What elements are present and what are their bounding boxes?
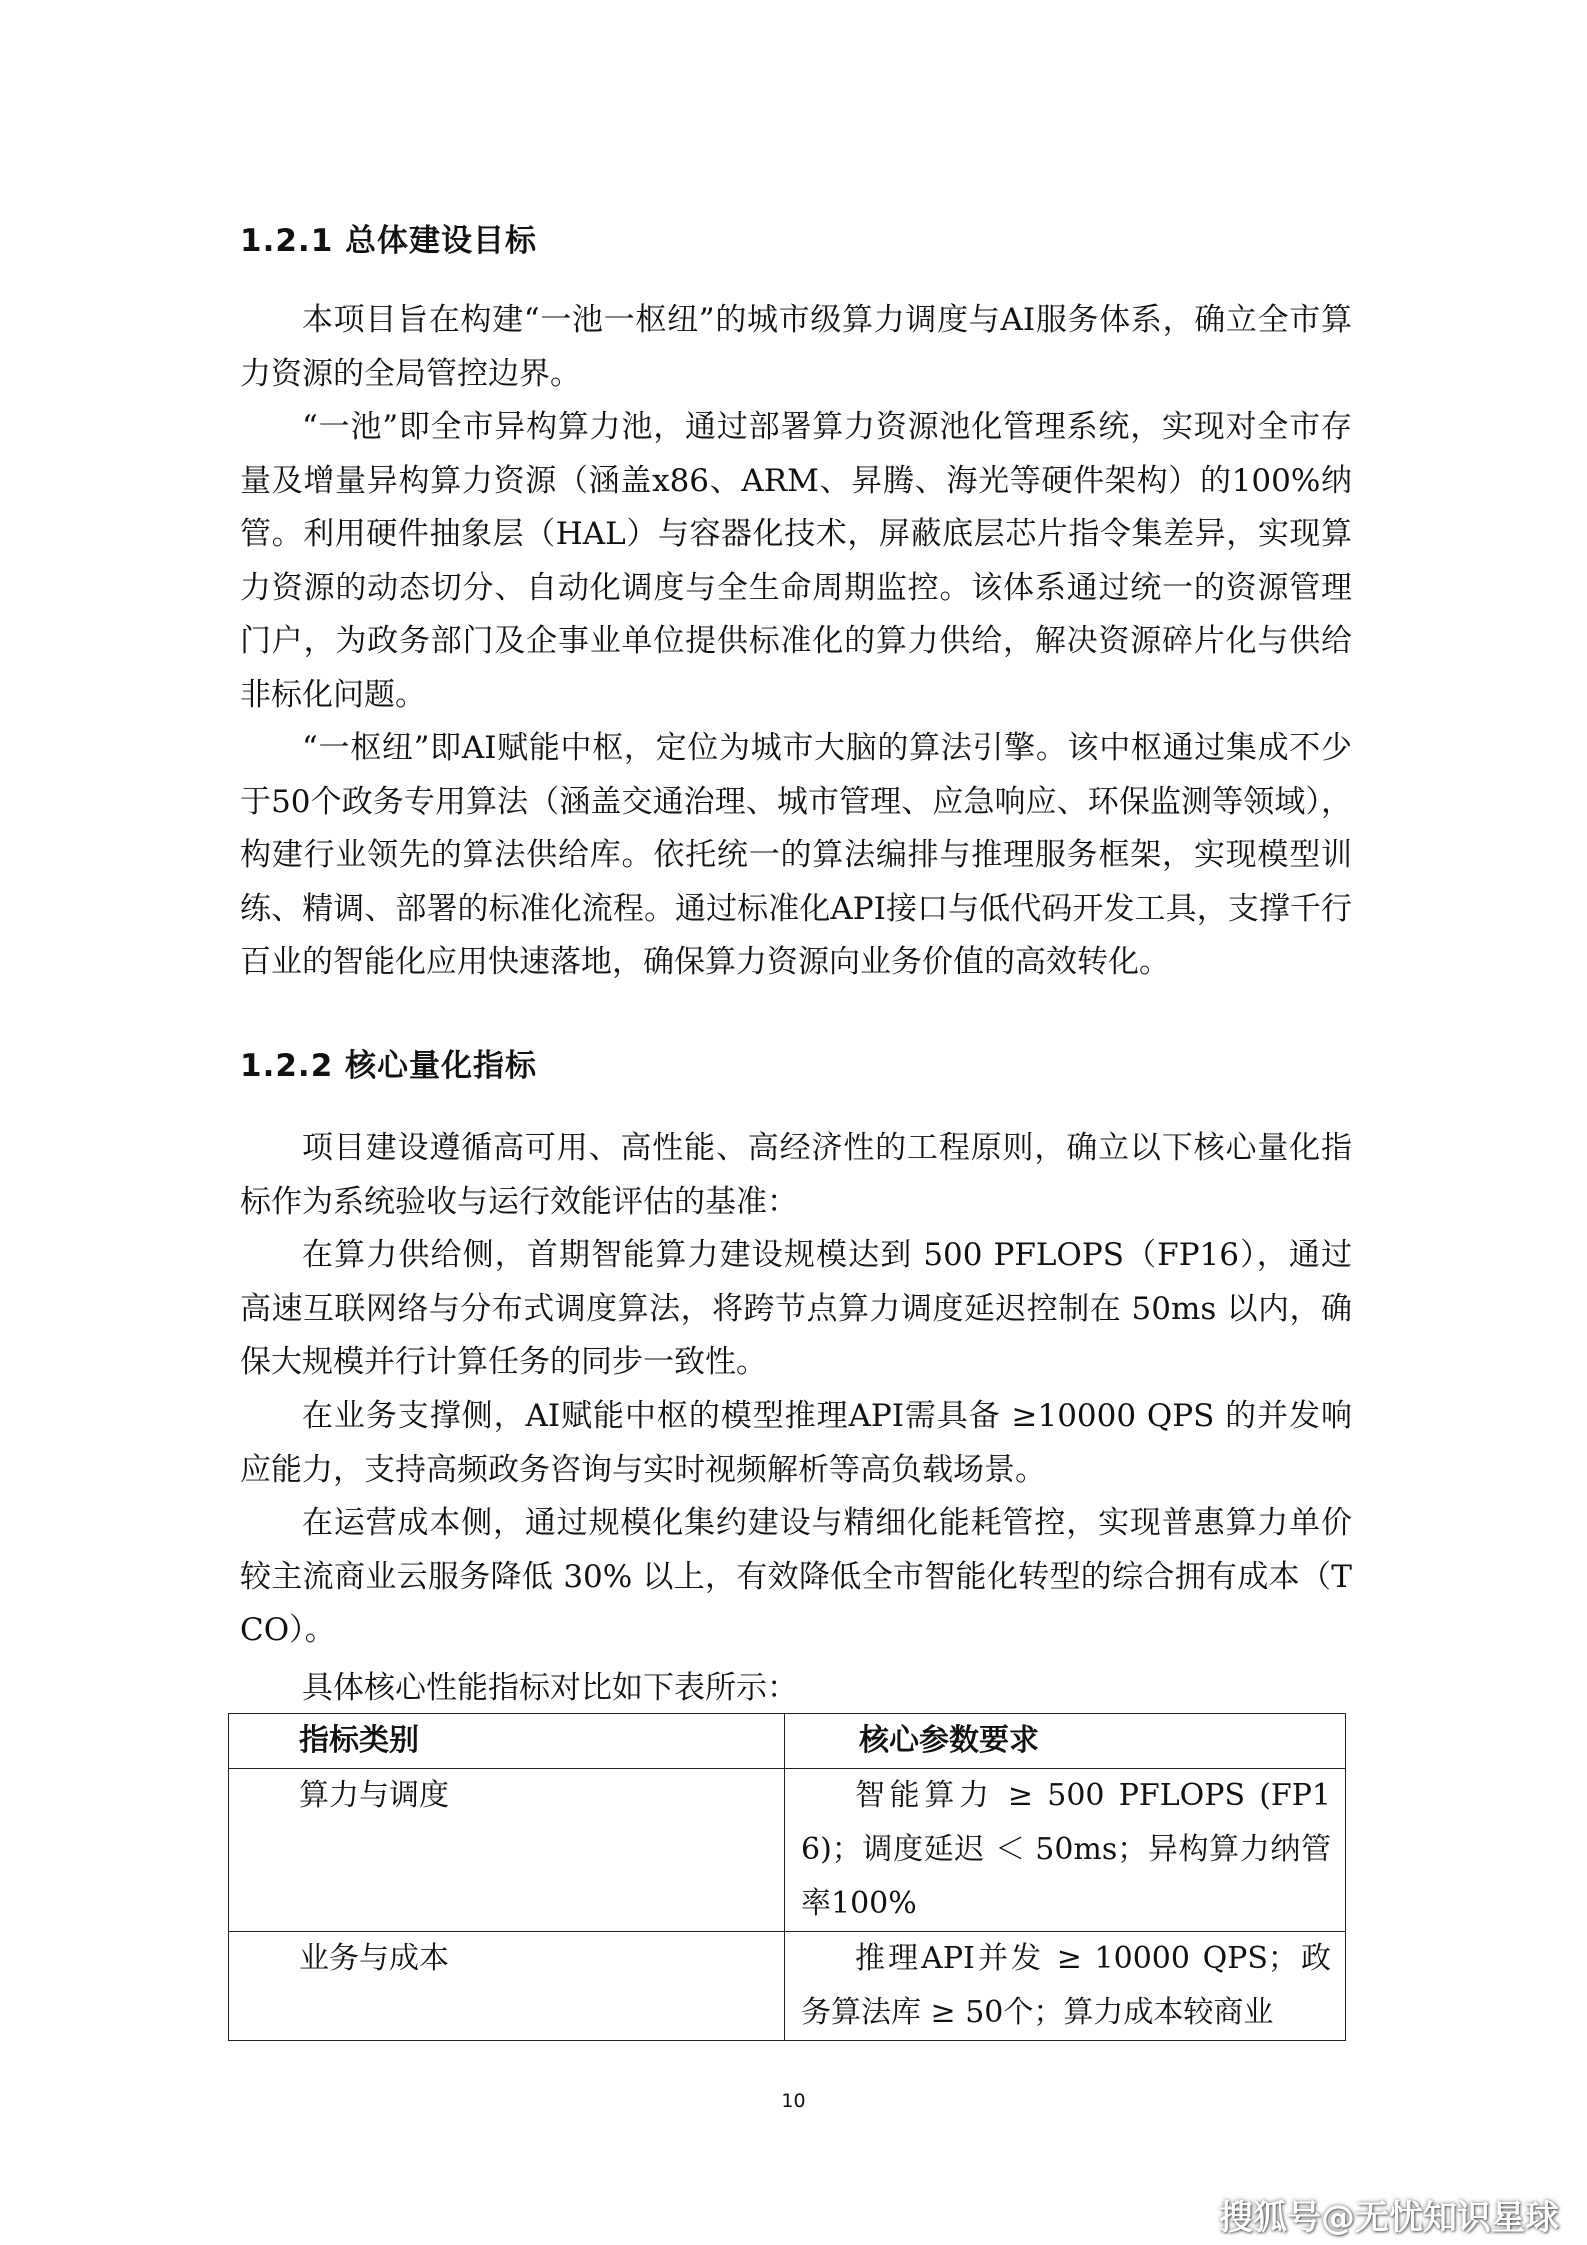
table-row (229, 1769, 1346, 1932)
paragraph: 项目建设遵循高可用、高性能、高经济性的工程原则，确立以下核心量化指标作为系统验收与运行效能评估的基准： (240, 1130, 1352, 1220)
paragraph: 本项目旨在构建“一池一枢纽”的城市级算力调度与AI服务体系，确立全市算力资源的全局管控边界。 (240, 302, 1352, 392)
page-number: 10 (781, 2090, 806, 2112)
paragraph: “一池”即全市异构算力池，通过部署算力资源池化管理系统，实现对全市存量及增量异构算力资源（涵盖x86、ARM、昇腾、海光等硬件架构）的100%纳管。利用硬件抽象层（HAL）与容器化技术，屏蔽底层芯片指令集差异，实现算力资源的动态切分、自动化调度与全生命周期监控。该体系通过统一的资源管理门户，为政务部门及企事业单位提供标准化的算力供给，解决资源碎片化与供给非标化问题。 (240, 409, 1352, 713)
section-heading-1-2-1: 1.2.1 总体建设目标 (240, 223, 538, 259)
section-heading-1-2-2: 1.2.2 核心量化指标 (240, 1048, 538, 1084)
table-cell-requirement: 推理API并发 ≥ 10000 QPS；政务算法库 ≥ 50个；算力成本较商业 (785, 1932, 1346, 2041)
watermark: 搜狐号@无忧知识星球 (1219, 2198, 1559, 2238)
table-header-requirement: 核心参数要求 (785, 1714, 1346, 1769)
table-header-row (229, 1714, 1346, 1769)
table-cell-requirement: 智能算力 ≥ 500 PFLOPS (FP16)；调度延迟 ＜ 50ms；异构算力纳管率100% (785, 1769, 1346, 1932)
table-row (229, 1932, 1346, 2041)
table-header-category: 指标类别 (229, 1714, 785, 1769)
paragraph: 在业务支撑侧，AI赋能中枢的模型推理API需具备 ≥10000 QPS 的并发响应能力，支持高频政务咨询与实时视频解析等高负载场景。 (240, 1398, 1352, 1488)
paragraph: 在算力供给侧，首期智能算力建设规模达到 500 PFLOPS（FP16），通过高速互联网络与分布式调度算法，将跨节点算力调度延迟控制在 50ms 以内，确保大规模并行计算任务的同步一致性。 (240, 1237, 1352, 1380)
paragraph: 在运营成本侧，通过规模化集约建设与精细化能耗管控，实现普惠算力单价较主流商业云服务降低 30% 以上，有效降低全市智能化转型的综合拥有成本（TCO）。 (240, 1505, 1352, 1648)
spec-table (228, 1713, 1346, 2041)
table-cell-category: 业务与成本 (229, 1932, 785, 2041)
paragraph: “一枢纽”即AI赋能中枢，定位为城市大脑的算法引擎。该中枢通过集成不少于50个政务专用算法（涵盖交通治理、城市管理、应急响应、环保监测等领域），构建行业领先的算法供给库。依托统一的算法编排与推理服务框架，实现模型训练、精调、部署的标准化流程。通过标准化API接口与低代码开发工具，支撑千行百业的智能化应用快速落地，确保算力资源向业务价值的高效转化。 (240, 730, 1352, 980)
table-intro: 具体核心性能指标对比如下表所示： (302, 1670, 798, 1706)
table-cell-category: 算力与调度 (229, 1769, 785, 1932)
